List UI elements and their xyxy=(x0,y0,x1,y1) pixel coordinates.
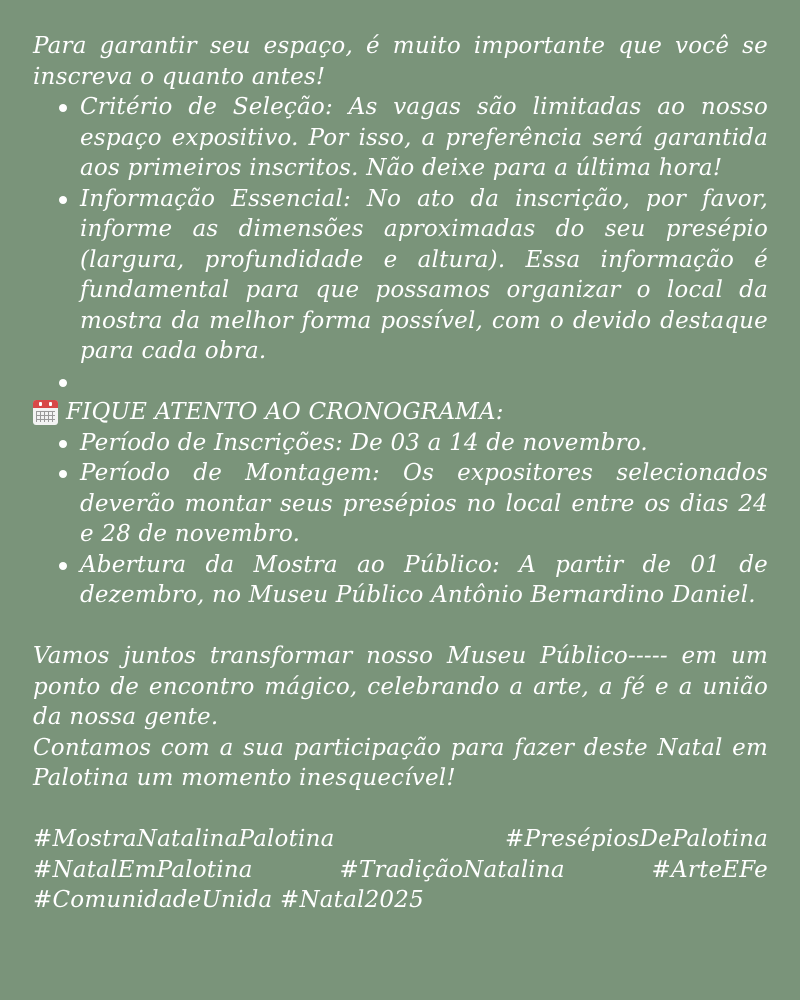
intro-text: Para garantir seu espaço, é muito importante que você se inscreva o quanto antes! xyxy=(33,33,768,90)
list-item: Período de Montagem: Os expositores selecionados deverão montar seus presépios no local entre os dias 24 e 28 de novembro. xyxy=(80,458,768,550)
list-item: Informação Essencial: No ato da inscrição, por favor, informe as dimensões aproximadas do seu presépio (largura, profundidade e altura). Essa informação é fundamental para que possamos organizar o local da mostra da melhor forma possível, com o devido destaque para cada obra. xyxy=(80,184,768,367)
empty-list-item xyxy=(80,367,768,398)
list-item: Período de Inscrições: De 03 a 14 de novembro. xyxy=(80,428,768,459)
closing-paragraph: Vamos juntos transformar nosso Museu Público----- em um ponto de encontro mágico, celebrando a arte, a fé e a união da nossa gente. xyxy=(33,643,768,730)
closing-paragraph: Contamos com a sua participação para fazer deste Natal em Palotina um momento inesquecível! xyxy=(33,734,768,791)
post-caption xyxy=(33,31,768,916)
spacer xyxy=(33,794,768,825)
requirements-list xyxy=(33,92,768,397)
list-item: Critério de Seleção: As vagas são limitadas ao nosso espaço expositivo. Por isso, a preferência será garantida aos primeiros inscritos. Não deixe para a última hora! xyxy=(80,92,768,184)
calendar-icon xyxy=(33,400,58,425)
schedule-list xyxy=(33,428,768,611)
schedule-heading xyxy=(33,397,768,428)
schedule-heading-text: FIQUE ATENTO AO CRONOGRAMA: xyxy=(66,399,504,425)
hashtags: #MostraNatalinaPalotina #PresépiosDePalotina #NatalEmPalotina #TradiçãoNatalina #ArteEFe #ComunidadeUnida #Natal2025 xyxy=(33,826,768,913)
spacer xyxy=(33,611,768,642)
list-item: Abertura da Mostra ao Público: A partir de 01 de dezembro, no Museu Público Antônio Bernardino Daniel. xyxy=(80,550,768,611)
